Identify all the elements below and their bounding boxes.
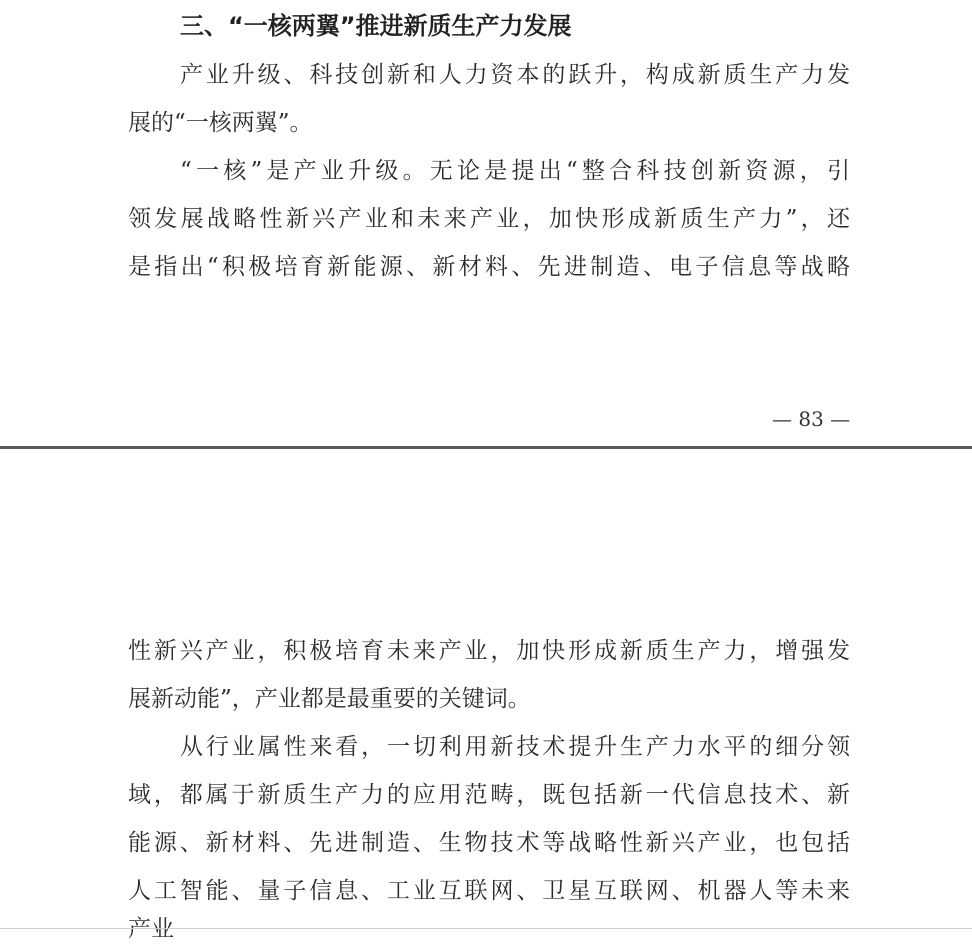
paragraph-line: 展新动能”，产业都是最重要的关键词。 — [128, 686, 531, 712]
page-number: — 83 — — [772, 407, 851, 431]
paragraph-line: “一核”是产业升级。无论是提出“整合科技创新资源，引 — [180, 158, 850, 184]
paragraph-line-cut — [128, 912, 174, 928]
page-bottom-edge — [0, 928, 972, 929]
section-heading: 三、“一核两翼”推进新质生产力发展 — [180, 12, 572, 40]
paragraph-line: 是指出“积极培育新能源、新材料、先进制造、电子信息等战略 — [128, 254, 850, 280]
document-page-top — [0, 0, 972, 447]
page-divider — [0, 446, 972, 449]
paragraph-line: 产业升级、科技创新和人力资本的跃升，构成新质生产力发 — [180, 62, 850, 88]
paragraph-line: 从行业属性来看，一切利用新技术提升生产力水平的细分领 — [180, 734, 850, 760]
paragraph-line: 能源、新材料、先进制造、生物技术等战略性新兴产业，也包括 — [128, 830, 850, 856]
paragraph-line: 人工智能、量子信息、工业互联网、卫星互联网、机器人等未来 — [128, 878, 850, 904]
paragraph-line: 性新兴产业，积极培育未来产业，加快形成新质生产力，增强发 — [128, 638, 850, 664]
document-page-bottom — [0, 450, 972, 935]
paragraph-line: 展的“一核两翼”。 — [128, 110, 313, 136]
paragraph-line: 领发展战略性新兴产业和未来产业，加快形成新质生产力”，还 — [128, 206, 850, 232]
paragraph-line: 域，都属于新质生产力的应用范畴，既包括新一代信息技术、新 — [128, 782, 850, 808]
